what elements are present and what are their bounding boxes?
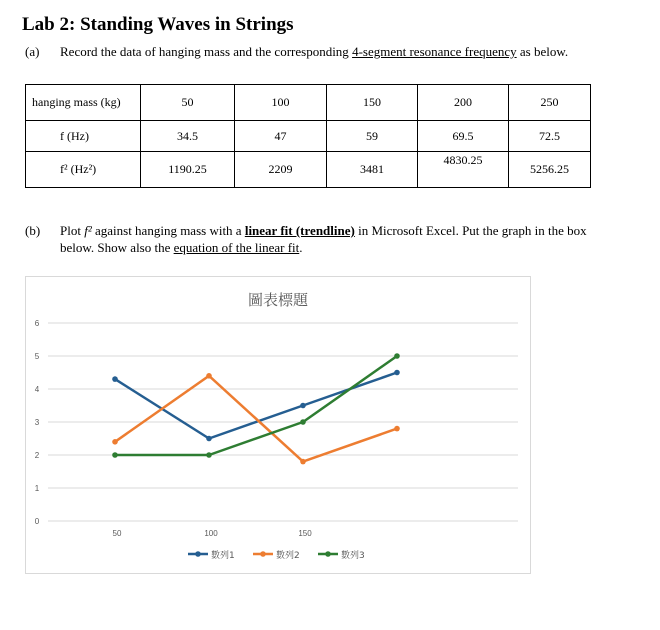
y-tick-label: 0 [34,517,40,526]
part-a-text-2: as below. [516,44,569,59]
y-tick-label: 2 [34,451,40,460]
y-tick-label: 5 [34,352,40,361]
table-cell: 59 [327,121,418,152]
table-cell: 69.5 [418,121,509,152]
part-a-question [25,43,595,79]
chart-title: 圖表標題 [247,291,309,309]
table-cell: 100 [235,85,327,121]
table-cell: 2209 [235,152,327,188]
data-point [112,376,118,382]
legend-label: 數列3 [341,551,365,561]
legend-marker [325,551,331,557]
data-point [112,452,118,458]
part-a-label: (a) [25,44,40,59]
table-row-header: f (Hz) [26,121,141,152]
line-chart [26,277,530,573]
table-cell: 72.5 [509,121,591,152]
data-table [25,84,591,188]
table-cell: 34.5 [141,121,235,152]
y-tick-label: 1 [34,484,40,493]
table-row [26,85,591,121]
table-cell: 200 [418,85,509,121]
y-tick-label: 4 [34,385,40,394]
page-title: Lab 2: Standing Waves in Strings [22,14,294,35]
data-point [206,373,212,379]
data-point [394,353,400,359]
x-tick-label: 150 [298,529,312,538]
data-point [206,436,212,442]
part-b-bold-text: linear fit (trendline) [244,223,355,238]
part-b-text-1: Plot [60,223,85,238]
table-cell-text: 4830.25 [443,153,483,167]
data-point [206,452,212,458]
legend-label: 數列1 [211,551,235,561]
legend-marker [260,551,266,557]
table-cell [418,152,509,188]
table-cell: 5256.25 [509,152,591,188]
table-row-header: f² (Hz²) [26,152,141,188]
legend-label: 數列2 [276,551,300,561]
data-point [300,403,306,409]
series-line [115,373,397,439]
part-b-text-2: against hanging mass with a [91,223,245,238]
part-a-underlined-text: 4-segment resonance frequency [352,44,517,59]
data-point [394,370,400,376]
data-point [112,439,118,445]
chart-container [25,276,531,574]
data-point [300,419,306,425]
part-b-underlined-text: equation of the linear fit [173,240,300,255]
x-tick-label: 100 [204,529,218,538]
data-point [394,426,400,432]
part-a-text-1: Record the data of hanging mass and the corresponding [60,44,353,59]
table-cell: 250 [509,85,591,121]
table-cell: 1190.25 [141,152,235,188]
y-tick-label: 6 [34,319,40,328]
table-row [26,121,591,152]
legend-marker [195,551,201,557]
table-row-header: hanging mass (kg) [26,85,141,121]
part-b-f2: f² [84,223,92,238]
table-cell: 3481 [327,152,418,188]
table-cell: 47 [235,121,327,152]
table-row [26,152,591,188]
part-b-text-4: . [299,240,303,255]
part-b-text-3: in Microsoft Excel. Put the graph in the box below. Show also the [60,223,587,255]
y-tick-label: 3 [34,418,40,427]
table-cell: 150 [327,85,418,121]
part-b-question [25,222,615,258]
part-b-label: (b) [25,223,41,238]
x-tick-label: 50 [112,529,122,538]
data-point [300,459,306,465]
table-cell: 50 [141,85,235,121]
